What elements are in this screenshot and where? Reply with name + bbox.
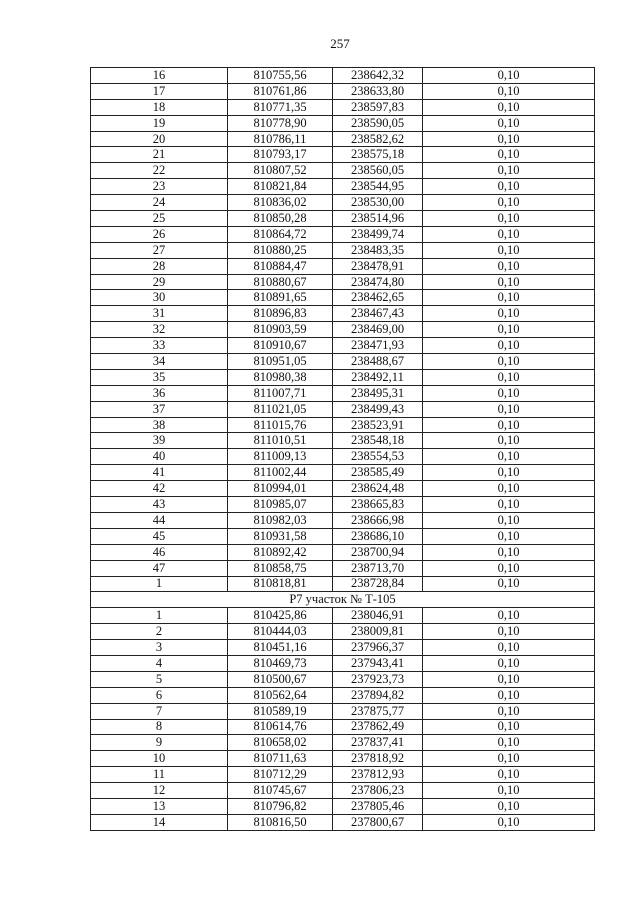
point-number-cell: 40	[91, 449, 228, 465]
accuracy-cell: 0,10	[423, 719, 595, 735]
point-number-cell: 37	[91, 401, 228, 417]
x-coordinate-cell: 810896,83	[228, 306, 333, 322]
accuracy-cell: 0,10	[423, 417, 595, 433]
point-number-cell: 41	[91, 465, 228, 481]
point-number-cell: 8	[91, 719, 228, 735]
point-number-cell: 32	[91, 322, 228, 338]
y-coordinate-cell: 237805,46	[333, 798, 423, 814]
point-number-cell: 44	[91, 512, 228, 528]
accuracy-cell: 0,10	[423, 147, 595, 163]
table-row	[91, 624, 595, 640]
point-number-cell: 28	[91, 258, 228, 274]
table-row	[91, 226, 595, 242]
accuracy-cell: 0,10	[423, 783, 595, 799]
y-coordinate-cell: 238499,74	[333, 226, 423, 242]
x-coordinate-cell: 810880,67	[228, 274, 333, 290]
x-coordinate-cell: 810469,73	[228, 655, 333, 671]
x-coordinate-cell: 810712,29	[228, 767, 333, 783]
table-row	[91, 417, 595, 433]
y-coordinate-cell: 238488,67	[333, 354, 423, 370]
x-coordinate-cell: 810771,35	[228, 99, 333, 115]
table-row	[91, 115, 595, 131]
point-number-cell: 7	[91, 703, 228, 719]
y-coordinate-cell: 238009,81	[333, 624, 423, 640]
accuracy-cell: 0,10	[423, 115, 595, 131]
table-row	[91, 242, 595, 258]
y-coordinate-cell: 238544,95	[333, 179, 423, 195]
y-coordinate-cell: 238478,91	[333, 258, 423, 274]
y-coordinate-cell: 237800,67	[333, 814, 423, 830]
accuracy-cell: 0,10	[423, 497, 595, 513]
y-coordinate-cell: 238624,48	[333, 481, 423, 497]
point-number-cell: 22	[91, 163, 228, 179]
accuracy-cell: 0,10	[423, 68, 595, 84]
y-coordinate-cell: 238046,91	[333, 608, 423, 624]
y-coordinate-cell: 238560,05	[333, 163, 423, 179]
y-coordinate-cell: 238462,65	[333, 290, 423, 306]
x-coordinate-cell: 810778,90	[228, 115, 333, 131]
point-number-cell: 9	[91, 735, 228, 751]
point-number-cell: 43	[91, 497, 228, 513]
x-coordinate-cell: 810786,11	[228, 131, 333, 147]
point-number-cell: 6	[91, 687, 228, 703]
table-row	[91, 528, 595, 544]
y-coordinate-cell: 238590,05	[333, 115, 423, 131]
point-number-cell: 19	[91, 115, 228, 131]
x-coordinate-cell: 810951,05	[228, 354, 333, 370]
y-coordinate-cell: 238686,10	[333, 528, 423, 544]
point-number-cell: 20	[91, 131, 228, 147]
y-coordinate-cell: 238523,91	[333, 417, 423, 433]
y-coordinate-cell: 238575,18	[333, 147, 423, 163]
table-row	[91, 274, 595, 290]
accuracy-cell: 0,10	[423, 751, 595, 767]
accuracy-cell: 0,10	[423, 258, 595, 274]
table-row	[91, 99, 595, 115]
x-coordinate-cell: 810793,17	[228, 147, 333, 163]
point-number-cell: 5	[91, 671, 228, 687]
section-title: Р7 участок № Т-105	[91, 592, 595, 608]
x-coordinate-cell: 810982,03	[228, 512, 333, 528]
x-coordinate-cell: 811009,13	[228, 449, 333, 465]
y-coordinate-cell: 238642,32	[333, 68, 423, 84]
x-coordinate-cell: 811015,76	[228, 417, 333, 433]
x-coordinate-cell: 810880,25	[228, 242, 333, 258]
point-number-cell: 36	[91, 385, 228, 401]
y-coordinate-cell: 238548,18	[333, 433, 423, 449]
page-number: 257	[330, 36, 350, 51]
y-coordinate-cell: 238582,62	[333, 131, 423, 147]
y-coordinate-cell: 237837,41	[333, 735, 423, 751]
point-number-cell: 47	[91, 560, 228, 576]
accuracy-cell: 0,10	[423, 433, 595, 449]
x-coordinate-cell: 811002,44	[228, 465, 333, 481]
point-number-cell: 29	[91, 274, 228, 290]
table-row	[91, 703, 595, 719]
y-coordinate-cell: 237812,93	[333, 767, 423, 783]
accuracy-cell: 0,10	[423, 354, 595, 370]
accuracy-cell: 0,10	[423, 226, 595, 242]
table-row	[91, 544, 595, 560]
x-coordinate-cell: 810500,67	[228, 671, 333, 687]
table-row	[91, 195, 595, 211]
accuracy-cell: 0,10	[423, 512, 595, 528]
table-row	[91, 369, 595, 385]
accuracy-cell: 0,10	[423, 671, 595, 687]
table-row	[91, 338, 595, 354]
accuracy-cell: 0,10	[423, 211, 595, 227]
x-coordinate-cell: 810589,19	[228, 703, 333, 719]
point-number-cell: 34	[91, 354, 228, 370]
y-coordinate-cell: 238633,80	[333, 83, 423, 99]
accuracy-cell: 0,10	[423, 83, 595, 99]
x-coordinate-cell: 810562,64	[228, 687, 333, 703]
table-row	[91, 560, 595, 576]
point-number-cell: 23	[91, 179, 228, 195]
section-header-row	[91, 592, 595, 608]
y-coordinate-cell: 237894,82	[333, 687, 423, 703]
accuracy-cell: 0,10	[423, 624, 595, 640]
y-coordinate-cell: 238597,83	[333, 99, 423, 115]
accuracy-cell: 0,10	[423, 608, 595, 624]
table-row	[91, 290, 595, 306]
table-row	[91, 512, 595, 528]
x-coordinate-cell: 811010,51	[228, 433, 333, 449]
x-coordinate-cell: 810884,47	[228, 258, 333, 274]
y-coordinate-cell: 237943,41	[333, 655, 423, 671]
table-row	[91, 258, 595, 274]
point-number-cell: 16	[91, 68, 228, 84]
accuracy-cell: 0,10	[423, 560, 595, 576]
point-number-cell: 17	[91, 83, 228, 99]
point-number-cell: 39	[91, 433, 228, 449]
x-coordinate-cell: 810425,86	[228, 608, 333, 624]
point-number-cell: 1	[91, 576, 228, 592]
x-coordinate-cell: 810818,81	[228, 576, 333, 592]
point-number-cell: 12	[91, 783, 228, 799]
y-coordinate-cell: 237806,23	[333, 783, 423, 799]
point-number-cell: 42	[91, 481, 228, 497]
y-coordinate-cell: 238554,53	[333, 449, 423, 465]
point-number-cell: 30	[91, 290, 228, 306]
table-row	[91, 131, 595, 147]
table-row	[91, 68, 595, 84]
y-coordinate-cell: 238469,00	[333, 322, 423, 338]
point-number-cell: 31	[91, 306, 228, 322]
y-coordinate-cell: 237875,77	[333, 703, 423, 719]
point-number-cell: 26	[91, 226, 228, 242]
accuracy-cell: 0,10	[423, 481, 595, 497]
point-number-cell: 18	[91, 99, 228, 115]
x-coordinate-cell: 810711,63	[228, 751, 333, 767]
x-coordinate-cell: 810903,59	[228, 322, 333, 338]
table-row	[91, 211, 595, 227]
y-coordinate-cell: 238495,31	[333, 385, 423, 401]
point-number-cell: 24	[91, 195, 228, 211]
accuracy-cell: 0,10	[423, 687, 595, 703]
accuracy-cell: 0,10	[423, 465, 595, 481]
x-coordinate-cell: 810816,50	[228, 814, 333, 830]
table-row	[91, 147, 595, 163]
x-coordinate-cell: 810821,84	[228, 179, 333, 195]
table-row	[91, 83, 595, 99]
accuracy-cell: 0,10	[423, 369, 595, 385]
accuracy-cell: 0,10	[423, 767, 595, 783]
y-coordinate-cell: 237818,92	[333, 751, 423, 767]
y-coordinate-cell: 238585,49	[333, 465, 423, 481]
x-coordinate-cell: 810892,42	[228, 544, 333, 560]
table-row	[91, 640, 595, 656]
y-coordinate-cell: 237966,37	[333, 640, 423, 656]
point-number-cell: 21	[91, 147, 228, 163]
accuracy-cell: 0,10	[423, 290, 595, 306]
table-row	[91, 576, 595, 592]
coordinates-table-body	[91, 68, 595, 831]
accuracy-cell: 0,10	[423, 274, 595, 290]
point-number-cell: 25	[91, 211, 228, 227]
table-row	[91, 163, 595, 179]
table-row	[91, 401, 595, 417]
accuracy-cell: 0,10	[423, 163, 595, 179]
point-number-cell: 2	[91, 624, 228, 640]
x-coordinate-cell: 810980,38	[228, 369, 333, 385]
y-coordinate-cell: 238474,80	[333, 274, 423, 290]
x-coordinate-cell: 810836,02	[228, 195, 333, 211]
table-row	[91, 385, 595, 401]
table-row	[91, 354, 595, 370]
x-coordinate-cell: 810796,82	[228, 798, 333, 814]
x-coordinate-cell: 810451,16	[228, 640, 333, 656]
table-row	[91, 735, 595, 751]
x-coordinate-cell: 811021,05	[228, 401, 333, 417]
accuracy-cell: 0,10	[423, 179, 595, 195]
x-coordinate-cell: 810858,75	[228, 560, 333, 576]
table-row	[91, 481, 595, 497]
accuracy-cell: 0,10	[423, 640, 595, 656]
point-number-cell: 33	[91, 338, 228, 354]
table-row	[91, 179, 595, 195]
point-number-cell: 45	[91, 528, 228, 544]
y-coordinate-cell: 238665,83	[333, 497, 423, 513]
table-row	[91, 719, 595, 735]
accuracy-cell: 0,10	[423, 544, 595, 560]
accuracy-cell: 0,10	[423, 131, 595, 147]
table-row	[91, 751, 595, 767]
table-row	[91, 783, 595, 799]
y-coordinate-cell: 238514,96	[333, 211, 423, 227]
y-coordinate-cell: 237862,49	[333, 719, 423, 735]
y-coordinate-cell: 238483,35	[333, 242, 423, 258]
point-number-cell: 13	[91, 798, 228, 814]
point-number-cell: 27	[91, 242, 228, 258]
x-coordinate-cell: 810931,58	[228, 528, 333, 544]
x-coordinate-cell: 810864,72	[228, 226, 333, 242]
accuracy-cell: 0,10	[423, 99, 595, 115]
y-coordinate-cell: 238713,70	[333, 560, 423, 576]
y-coordinate-cell: 238728,84	[333, 576, 423, 592]
accuracy-cell: 0,10	[423, 306, 595, 322]
accuracy-cell: 0,10	[423, 322, 595, 338]
point-number-cell: 3	[91, 640, 228, 656]
y-coordinate-cell: 238530,00	[333, 195, 423, 211]
y-coordinate-cell: 238700,94	[333, 544, 423, 560]
table-row	[91, 687, 595, 703]
x-coordinate-cell: 810807,52	[228, 163, 333, 179]
x-coordinate-cell: 810614,76	[228, 719, 333, 735]
point-number-cell: 35	[91, 369, 228, 385]
y-coordinate-cell: 238499,43	[333, 401, 423, 417]
x-coordinate-cell: 810850,28	[228, 211, 333, 227]
table-row	[91, 497, 595, 513]
y-coordinate-cell: 238471,93	[333, 338, 423, 354]
accuracy-cell: 0,10	[423, 401, 595, 417]
point-number-cell: 10	[91, 751, 228, 767]
accuracy-cell: 0,10	[423, 576, 595, 592]
point-number-cell: 46	[91, 544, 228, 560]
accuracy-cell: 0,10	[423, 449, 595, 465]
x-coordinate-cell: 811007,71	[228, 385, 333, 401]
y-coordinate-cell: 238467,43	[333, 306, 423, 322]
x-coordinate-cell: 810658,02	[228, 735, 333, 751]
point-number-cell: 4	[91, 655, 228, 671]
x-coordinate-cell: 810891,65	[228, 290, 333, 306]
accuracy-cell: 0,10	[423, 528, 595, 544]
table-row	[91, 798, 595, 814]
point-number-cell: 38	[91, 417, 228, 433]
y-coordinate-cell: 237923,73	[333, 671, 423, 687]
table-row	[91, 465, 595, 481]
accuracy-cell: 0,10	[423, 735, 595, 751]
table-row	[91, 433, 595, 449]
point-number-cell: 1	[91, 608, 228, 624]
x-coordinate-cell: 810444,03	[228, 624, 333, 640]
accuracy-cell: 0,10	[423, 195, 595, 211]
table-row	[91, 306, 595, 322]
table-row	[91, 814, 595, 830]
x-coordinate-cell: 810985,07	[228, 497, 333, 513]
table-row	[91, 671, 595, 687]
accuracy-cell: 0,10	[423, 798, 595, 814]
x-coordinate-cell: 810745,67	[228, 783, 333, 799]
x-coordinate-cell: 810910,67	[228, 338, 333, 354]
table-row	[91, 449, 595, 465]
x-coordinate-cell: 810761,86	[228, 83, 333, 99]
accuracy-cell: 0,10	[423, 703, 595, 719]
accuracy-cell: 0,10	[423, 655, 595, 671]
y-coordinate-cell: 238666,98	[333, 512, 423, 528]
table-row	[91, 655, 595, 671]
table-row	[91, 767, 595, 783]
accuracy-cell: 0,10	[423, 338, 595, 354]
coordinates-table	[90, 67, 595, 831]
y-coordinate-cell: 238492,11	[333, 369, 423, 385]
accuracy-cell: 0,10	[423, 242, 595, 258]
accuracy-cell: 0,10	[423, 814, 595, 830]
point-number-cell: 11	[91, 767, 228, 783]
x-coordinate-cell: 810994,01	[228, 481, 333, 497]
table-row	[91, 322, 595, 338]
table-row	[91, 608, 595, 624]
point-number-cell: 14	[91, 814, 228, 830]
x-coordinate-cell: 810755,56	[228, 68, 333, 84]
accuracy-cell: 0,10	[423, 385, 595, 401]
